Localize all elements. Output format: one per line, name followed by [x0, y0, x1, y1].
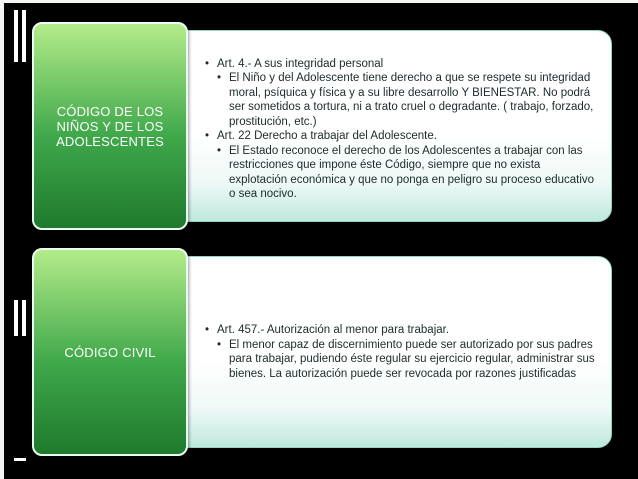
bullet-level-1: • Art. 457.- Autorización al menor para trabajar. [205, 323, 601, 338]
section-codigo-ninos [32, 22, 612, 230]
section-label: CÓDIGO DE LOS NIÑOS Y DE LOS ADOLESCENTES [56, 103, 164, 149]
content-panel [162, 256, 612, 448]
section-label-box [32, 22, 188, 230]
bullet-level-2: • El menor capaz de discernimiento puede ser autorizado por sus padres para trabajar, pudiendo éste regular su ejercicio regular, administrar sus bienes. La autorización puede ser revocada por razones justificadas [205, 338, 601, 382]
section-label-box [32, 248, 188, 456]
decor-bar [22, 300, 26, 336]
slide-left-edge [0, 0, 4, 479]
bullet-level-1: • Art. 22 Derecho a trabajar del Adolescente. [205, 129, 601, 144]
content-text [205, 37, 601, 221]
decor-bar [14, 10, 18, 62]
decor-bar [14, 300, 18, 336]
bullet-level-2: • El Niño y del Adolescente tiene derecho a que se respete su integridad moral, psíquica y física y a su libre desarrollo Y BIENESTAR. No podrá ser sometidos a tortura, ni a trato cruel o degradante. ( trabajo, forzado, prostitución, etc.) [205, 71, 601, 129]
bullet-level-2: • El Estado reconoce el derecho de los Adolescentes a trabajar con las restricciones que impone éste Código, siempre que no exista explotación económica y que no ponga en peligro su proceso educativo o sea nocivo. [205, 144, 601, 202]
bullet-level-1: • Art. 4.- A sus integridad personal [205, 57, 601, 72]
section-codigo-civil [32, 248, 612, 456]
content-text [205, 257, 601, 447]
slide-top-edge [0, 0, 638, 3]
section-label: CÓDIGO CIVIL [64, 344, 156, 360]
content-panel [162, 30, 612, 222]
decor-bar [22, 10, 26, 62]
decor-bar [14, 458, 26, 461]
